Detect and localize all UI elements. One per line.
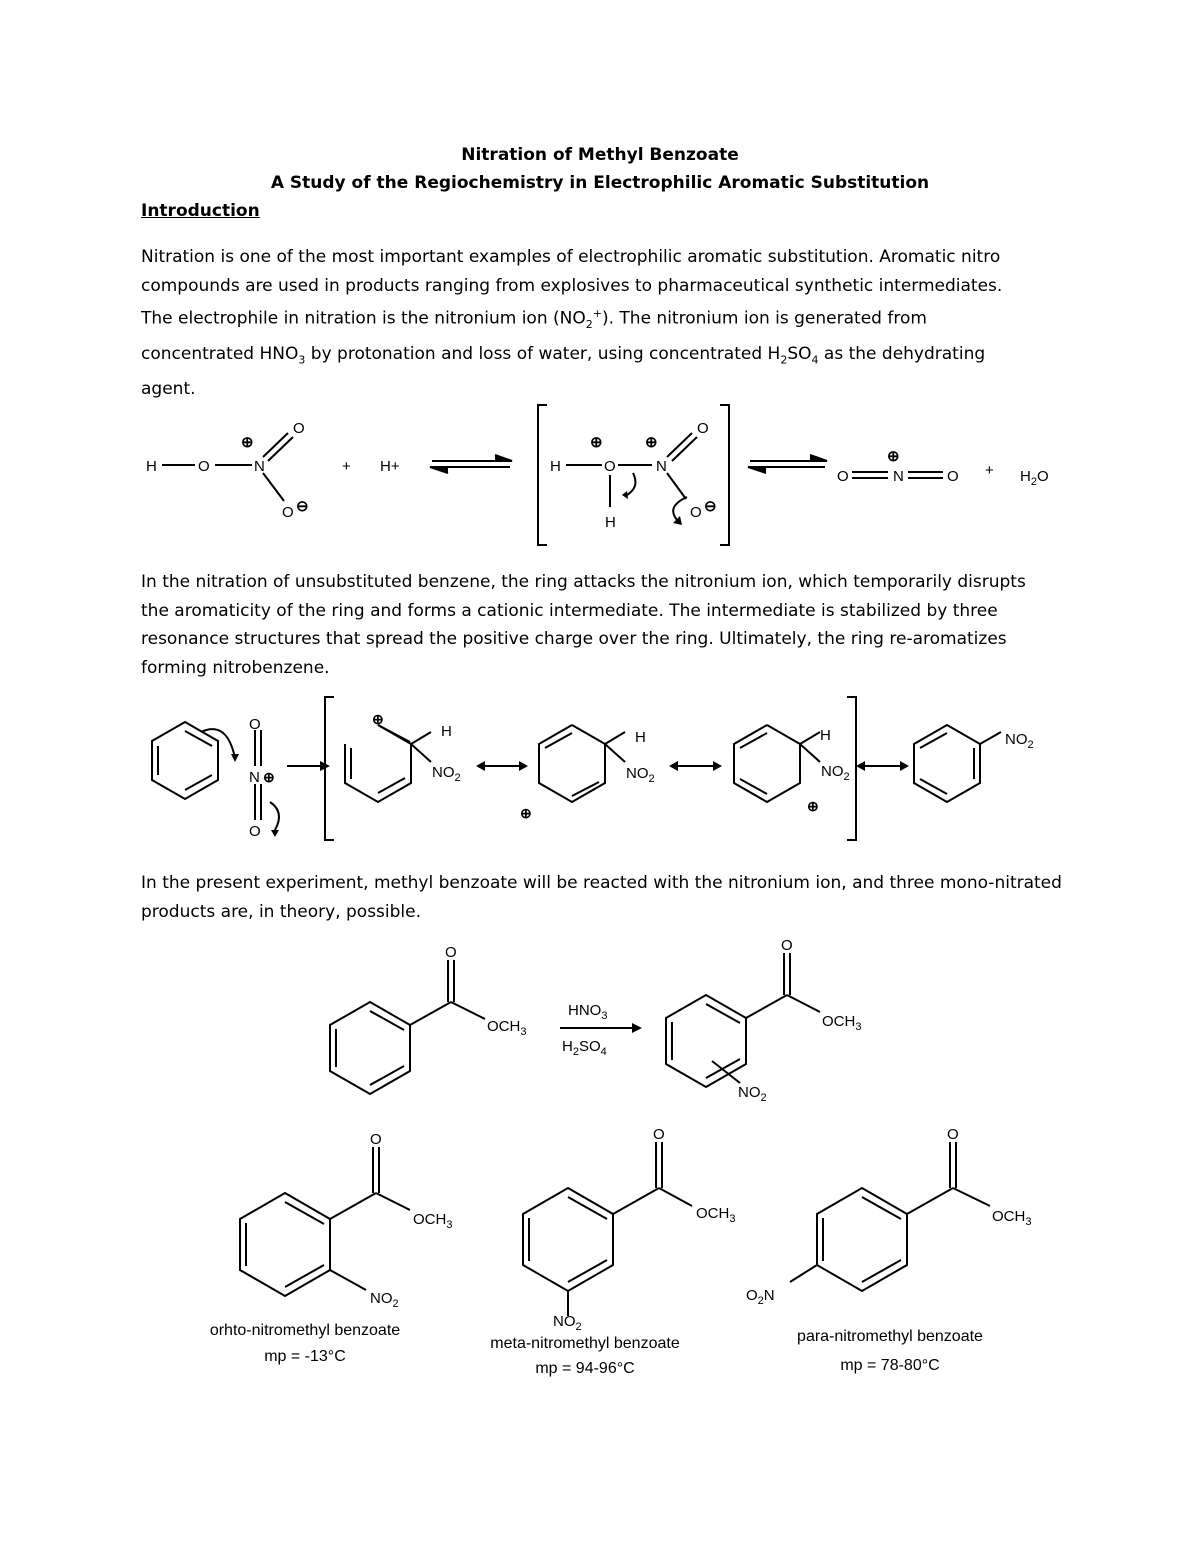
nitro-isomers-scheme	[230, 1120, 1070, 1320]
positive-charge-icon: ⊕	[241, 434, 254, 451]
atom-label: O	[249, 823, 261, 840]
atom-label: H	[550, 458, 561, 475]
atom-label: O	[781, 937, 793, 954]
nitronium-generation-scheme	[130, 395, 1070, 555]
ester-label: $OCH_3$	[487, 1018, 527, 1038]
text-line: the aromaticity of the ring and forms a cationic intermediate. The intermediate is stabilized by three	[141, 600, 998, 621]
positive-charge-icon: ⊕	[887, 448, 900, 465]
positive-charge-icon: ⊕	[263, 769, 275, 785]
text-line: agent.	[141, 379, 196, 400]
atom-label: O	[198, 458, 210, 475]
water-label: $H_2O$	[1020, 468, 1049, 488]
nitro-label: $NO_2$	[738, 1084, 767, 1104]
atom-label: H	[820, 727, 831, 744]
atom-label: O	[293, 420, 305, 437]
product-name-ortho: orhto-nitromethyl benzoate	[209, 1322, 401, 1339]
nitro-label: $NO_2$	[821, 763, 850, 783]
text-line: concentrated $HNO_3$ by protonation and loss of water, using concentrated $H_2SO_4$ as the dehydrating	[141, 344, 986, 367]
nitro-label: $NO_2$	[553, 1313, 582, 1333]
product-mp-meta: mp = 94-96°C	[535, 1360, 635, 1377]
atom-label: H	[441, 723, 452, 740]
ester-label: $OCH_3$	[822, 1013, 862, 1033]
product-name-meta: meta-nitromethyl benzoate	[490, 1335, 680, 1352]
atom-label: H	[605, 514, 616, 531]
atom-label: O	[604, 458, 616, 475]
product-name-para: para-nitromethyl benzoate	[797, 1328, 983, 1345]
atom-label: N	[254, 458, 265, 475]
atom-label: N	[249, 769, 260, 786]
atom-label: O	[282, 504, 294, 521]
positive-charge-icon: ⊕	[807, 798, 819, 814]
reagent-label: $HNO_3$	[568, 1002, 608, 1022]
atom-label: H	[635, 729, 646, 746]
positive-charge-icon: ⊕	[590, 434, 603, 451]
atom-label: O	[690, 504, 702, 521]
nitro-label: $NO_2$	[432, 764, 461, 784]
positive-charge-icon: ⊕	[520, 805, 532, 821]
atom-label: O	[697, 420, 709, 437]
plus-sign: +	[342, 458, 351, 475]
paragraph-benzene-nitration	[141, 568, 1101, 683]
negative-charge-icon: ⊖	[704, 498, 717, 515]
ester-label: $OCH_3$	[992, 1208, 1032, 1228]
document-title: Nitration of Methyl Benzoate	[461, 145, 739, 165]
atom-label: O	[249, 716, 261, 733]
nitro-label: $O_2N$	[746, 1287, 775, 1307]
plus-sign: +	[985, 462, 994, 479]
text-line: The electrophile in nitration is the nitronium ion $(NO_2^+)$. The nitronium ion is generated from	[141, 307, 927, 332]
atom-label: O	[370, 1131, 382, 1148]
paragraph-experiment	[141, 869, 1101, 926]
nitro-label: $NO_2$	[370, 1290, 399, 1310]
atom-label: H	[146, 458, 157, 475]
proton-label: H+	[380, 458, 400, 475]
ester-label: $OCH_3$	[413, 1211, 453, 1231]
methyl-benzoate-reaction-scheme	[320, 935, 880, 1110]
atom-label: O	[653, 1126, 665, 1143]
positive-charge-icon: ⊕	[372, 711, 384, 727]
text-line: compounds are used in products ranging from explosives to pharmaceutical synthetic intermediates.	[141, 275, 1003, 296]
atom-label: O	[947, 468, 959, 485]
ester-label: $OCH_3$	[696, 1205, 736, 1225]
benzene-nitration-scheme	[135, 690, 1055, 850]
text-line: In the present experiment, methyl benzoate will be reacted with the nitronium ion, and three mono-nitrated	[141, 873, 1062, 893]
text-line: In the nitration of unsubstituted benzene, the ring attacks the nitronium ion, which temporarily disrupts	[141, 572, 1026, 592]
nitro-label: $NO_2$	[626, 765, 655, 785]
reagent-label: $H_2SO_4$	[562, 1038, 607, 1058]
section-heading-introduction: Introduction	[141, 201, 260, 221]
product-mp-ortho: mp = -13°C	[264, 1348, 346, 1365]
atom-label: O	[445, 944, 457, 961]
product-mp-para: mp = 78-80°C	[840, 1357, 940, 1374]
atom-label: N	[893, 468, 904, 485]
document-subtitle: A Study of the Regiochemistry in Electrophilic Aromatic Substitution	[270, 173, 930, 193]
nitro-label: $NO_2$	[1005, 731, 1034, 751]
paragraph-intro	[141, 243, 1101, 404]
atom-label: O	[837, 468, 849, 485]
text-line: forming nitrobenzene.	[141, 658, 330, 679]
atom-label: O	[947, 1126, 959, 1143]
negative-charge-icon: ⊖	[296, 498, 309, 515]
text-line: products are, in theory, possible.	[141, 901, 422, 922]
atom-label: N	[656, 458, 667, 475]
text-line: Nitration is one of the most important examples of electrophilic aromatic substitution. Aromatic nitro	[141, 247, 1001, 267]
positive-charge-icon: ⊕	[645, 434, 658, 451]
text-line: resonance structures that spread the positive charge over the ring. Ultimately, the ring re-aromatizes	[141, 629, 1007, 650]
